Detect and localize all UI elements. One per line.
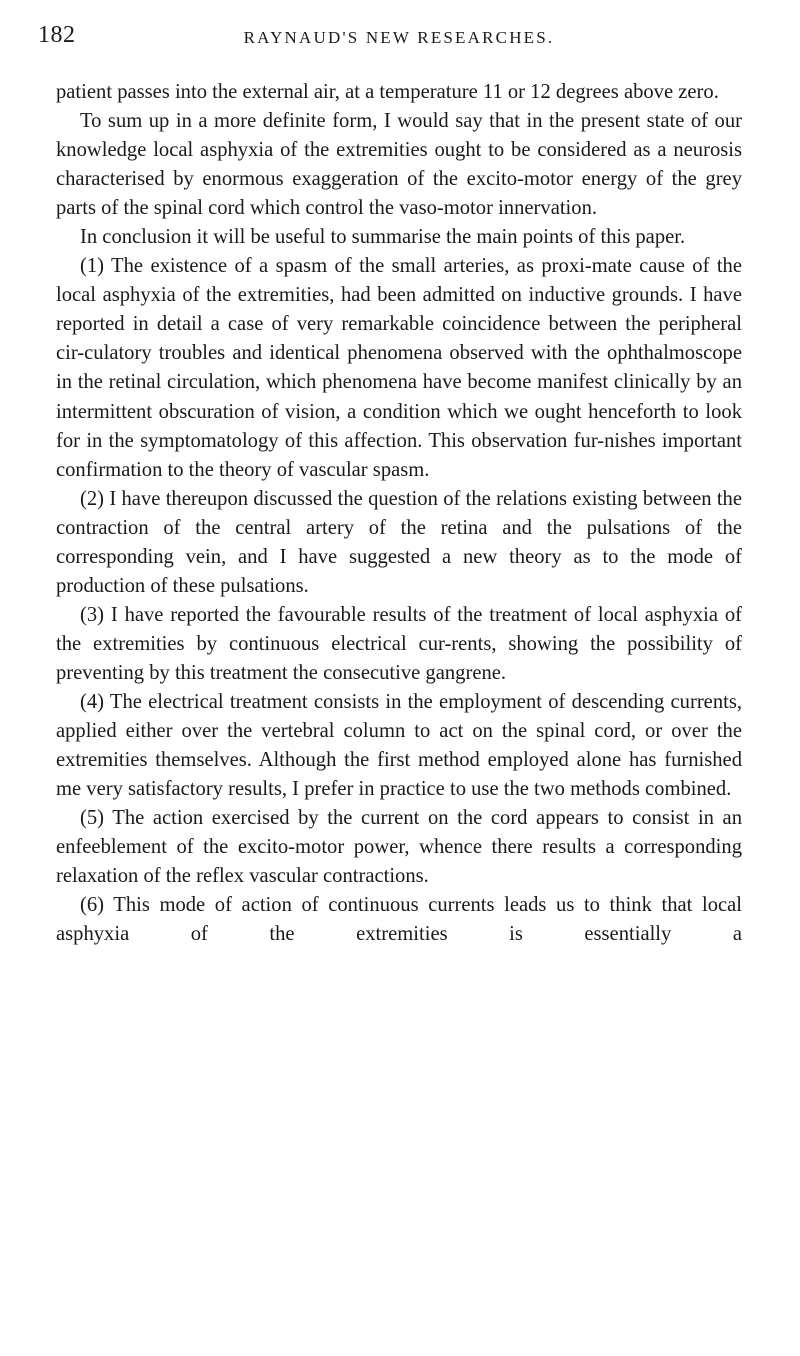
paragraph-point-2: (2) I have thereupon discussed the question of the relations existing between the contraction of the central artery of the retina and the pulsations of the corresponding vein, and I have suggested a new theory as to the mode of production of these pulsations.	[56, 487, 742, 597]
paragraph-point-6: (6) This mode of action of continuous currents leads us to think that local asphyxia of the extremities is essentially a	[56, 894, 742, 946]
paragraph-point-3: (3) I have reported the favourable results of the treatment of local asphyxia of the extremities by continuous electrical cur-rents, showing the possibility of preventing by this treatment the consecutive gangrene.	[56, 603, 742, 684]
paragraph-conclusion: In conclusion it will be useful to summarise the main points of this paper.	[80, 226, 686, 249]
paragraph-point-5: (5) The action exercised by the current on the cord appears to consist in an enfeeblement of the excito-motor power, whence there results a corresponding relaxation of the reflex vascular contractions.	[56, 807, 742, 888]
page-number: 182	[38, 22, 76, 48]
paragraph-continuation: patient passes into the external air, at a temperature 11 or 12 degrees above zero.	[56, 81, 719, 103]
body-text	[56, 78, 742, 949]
page-header	[38, 22, 740, 56]
paragraph-point-1: (1) The existence of a spasm of the small arteries, as proxi-mate cause of the local asphyxia of the extremities, had been admitted on inductive grounds. I have reported in detail a case of very remarkable coincidence between the peripheral cir-culatory troubles and identical phenomena observed with the ophthalmoscope in the retinal circulation, which phenomena have become manifest clinically by an intermittent obscuration of vision, a condition which we ought henceforth to look for in the symptomatology of this affection. This observation fur-nishes important confirmation to the theory of vascular spasm.	[56, 255, 742, 481]
paragraph-point-4: (4) The electrical treatment consists in the employment of descending currents, applied either over the vertebral column to act on the spinal cord, or over the extremities themselves. Although the first method employed alone has furnished me very satisfactory results, I prefer in practice to use the two methods combined.	[56, 690, 742, 801]
running-head: RAYNAUD'S NEW RESEARCHES.	[243, 28, 555, 47]
paragraph-summary: To sum up in a more definite form, I would say that in the present state of our knowledge local asphyxia of the extremities ought to be considered as a neurosis characterised by enormous exaggeration of the excito-motor energy of the grey parts of the spinal cord which control the vaso-motor innervation.	[56, 110, 742, 220]
